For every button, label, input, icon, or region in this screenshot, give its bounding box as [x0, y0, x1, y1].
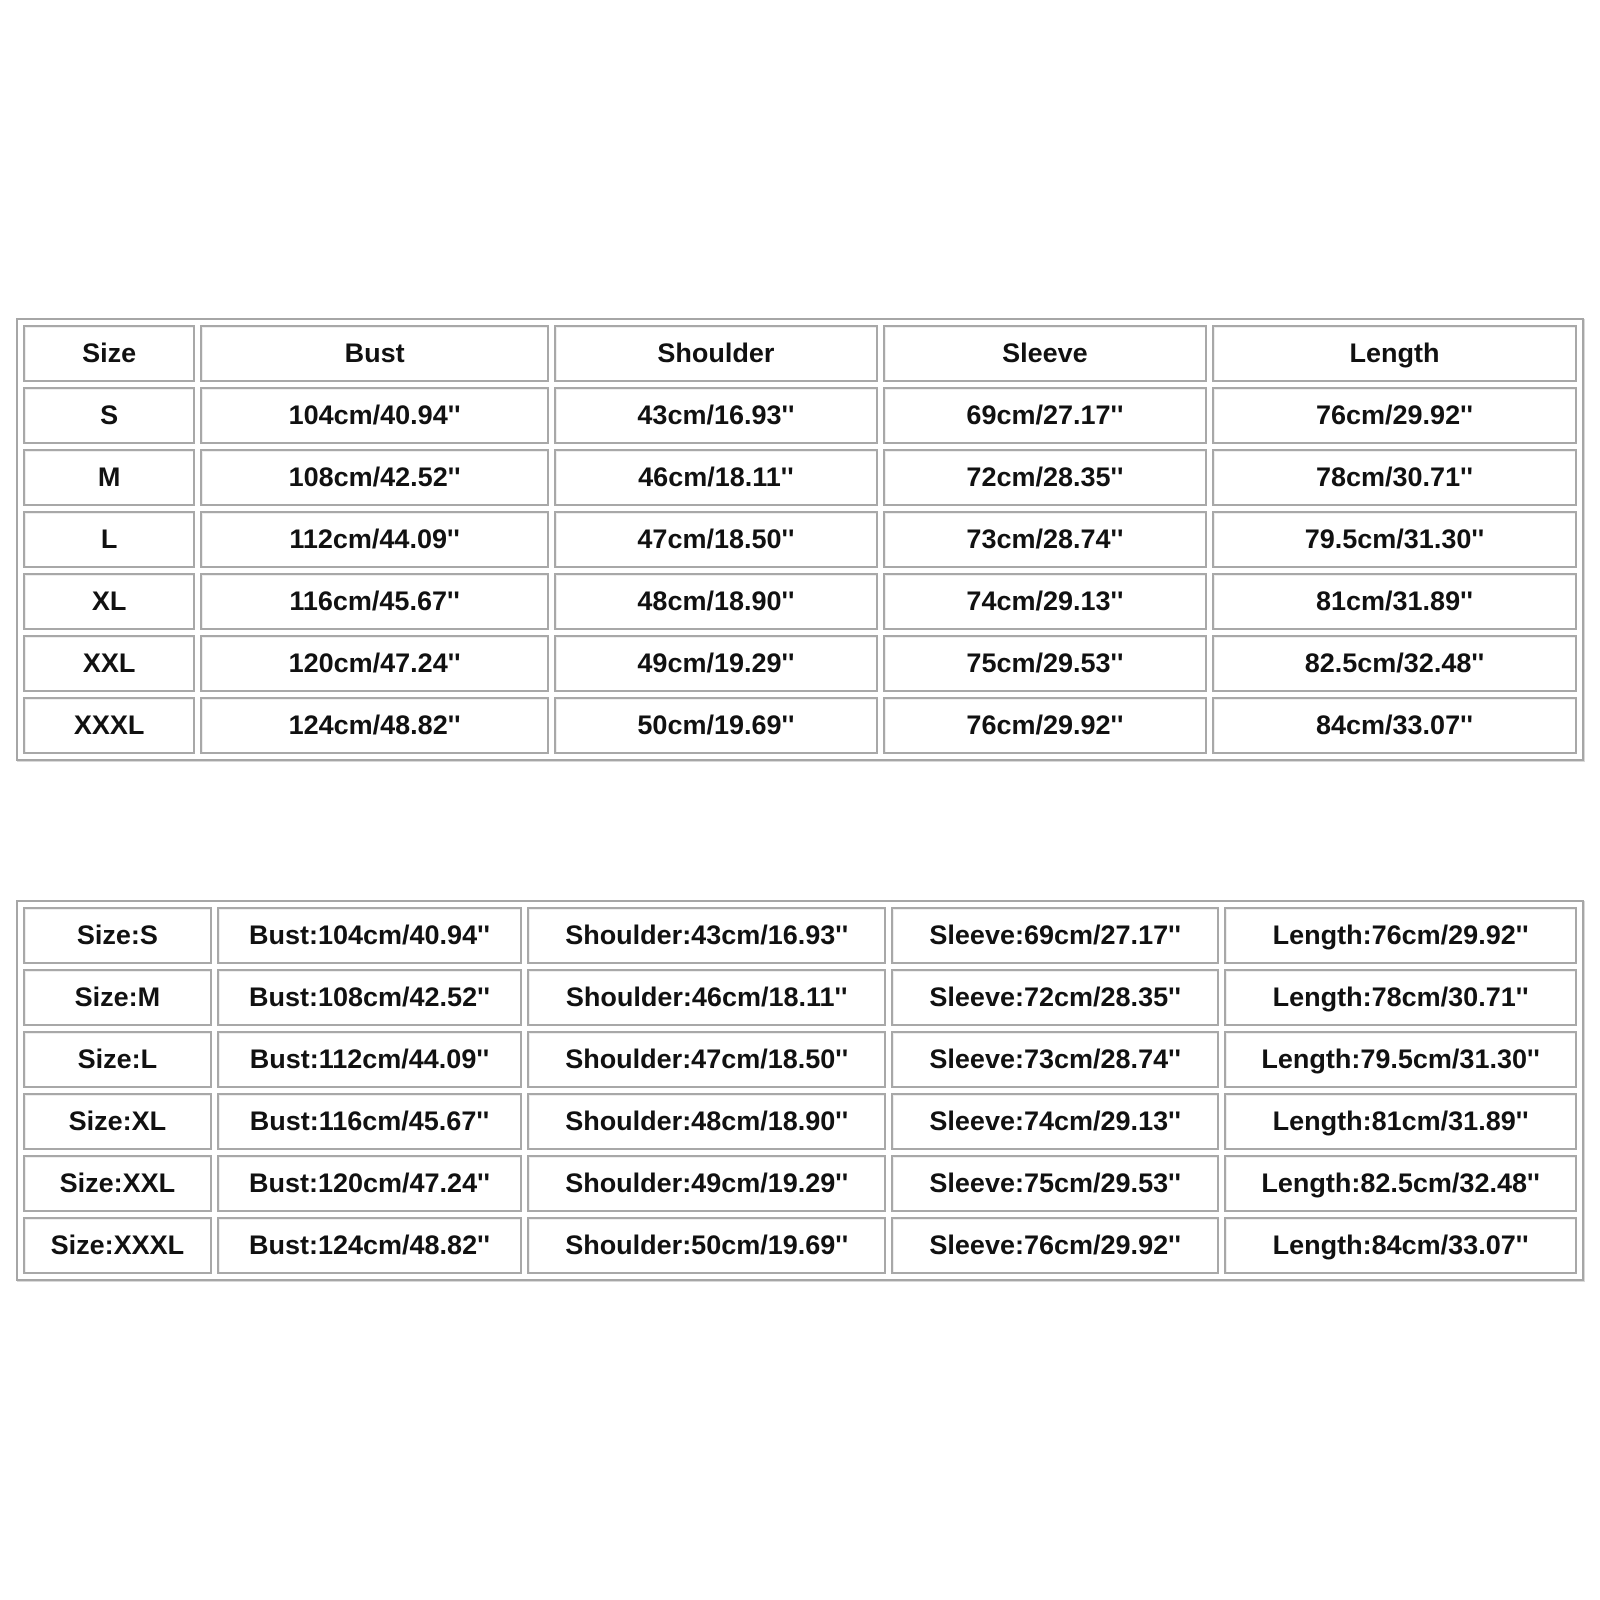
labeled-size-chart-table — [16, 900, 1584, 1281]
shoulder-cell: Shoulder:48cm/18.90'' — [527, 1093, 886, 1150]
header-length: Length — [1212, 325, 1577, 382]
bust-cell: Bust:124cm/48.82'' — [217, 1217, 523, 1274]
table-header-row — [23, 325, 1577, 382]
bust-cell: 108cm/42.52'' — [200, 449, 549, 506]
sleeve-cell: Sleeve:73cm/28.74'' — [891, 1031, 1219, 1088]
table-row — [23, 969, 1577, 1026]
size-cell: XXXL — [23, 697, 195, 754]
size-cell: S — [23, 387, 195, 444]
shoulder-cell: 49cm/19.29'' — [554, 635, 878, 692]
length-cell: 76cm/29.92'' — [1212, 387, 1577, 444]
shoulder-cell: Shoulder:46cm/18.11'' — [527, 969, 886, 1026]
length-cell: 78cm/30.71'' — [1212, 449, 1577, 506]
length-cell: 82.5cm/32.48'' — [1212, 635, 1577, 692]
size-cell: Size:XXXL — [23, 1217, 212, 1274]
bust-cell: Bust:104cm/40.94'' — [217, 907, 523, 964]
header-sleeve: Sleeve — [883, 325, 1207, 382]
size-cell: XXL — [23, 635, 195, 692]
table-row — [23, 387, 1577, 444]
shoulder-cell: 43cm/16.93'' — [554, 387, 878, 444]
bust-cell: Bust:108cm/42.52'' — [217, 969, 523, 1026]
sleeve-cell: 73cm/28.74'' — [883, 511, 1207, 568]
length-cell: Length:79.5cm/31.30'' — [1224, 1031, 1577, 1088]
length-cell: 81cm/31.89'' — [1212, 573, 1577, 630]
sleeve-cell: 74cm/29.13'' — [883, 573, 1207, 630]
shoulder-cell: Shoulder:43cm/16.93'' — [527, 907, 886, 964]
table-row — [23, 907, 1577, 964]
size-cell: L — [23, 511, 195, 568]
table-row — [23, 1031, 1577, 1088]
shoulder-cell: Shoulder:47cm/18.50'' — [527, 1031, 886, 1088]
table-row — [23, 449, 1577, 506]
bust-cell: 124cm/48.82'' — [200, 697, 549, 754]
sleeve-cell: 75cm/29.53'' — [883, 635, 1207, 692]
bust-cell: 116cm/45.67'' — [200, 573, 549, 630]
header-size: Size — [23, 325, 195, 382]
bust-cell: 112cm/44.09'' — [200, 511, 549, 568]
table-row — [23, 511, 1577, 568]
size-cell: Size:S — [23, 907, 212, 964]
table-row — [23, 1093, 1577, 1150]
bust-cell: 120cm/47.24'' — [200, 635, 549, 692]
header-bust: Bust — [200, 325, 549, 382]
shoulder-cell: 48cm/18.90'' — [554, 573, 878, 630]
length-cell: Length:81cm/31.89'' — [1224, 1093, 1577, 1150]
size-cell: Size:XL — [23, 1093, 212, 1150]
size-cell: M — [23, 449, 195, 506]
table-row — [23, 1155, 1577, 1212]
length-cell: Length:76cm/29.92'' — [1224, 907, 1577, 964]
length-cell: Length:82.5cm/32.48'' — [1224, 1155, 1577, 1212]
shoulder-cell: Shoulder:49cm/19.29'' — [527, 1155, 886, 1212]
table-row — [23, 635, 1577, 692]
size-cell: Size:M — [23, 969, 212, 1026]
sleeve-cell: Sleeve:75cm/29.53'' — [891, 1155, 1219, 1212]
shoulder-cell: 46cm/18.11'' — [554, 449, 878, 506]
shoulder-cell: 50cm/19.69'' — [554, 697, 878, 754]
bust-cell: Bust:112cm/44.09'' — [217, 1031, 523, 1088]
shoulder-cell: 47cm/18.50'' — [554, 511, 878, 568]
bust-cell: Bust:120cm/47.24'' — [217, 1155, 523, 1212]
size-cell: XL — [23, 573, 195, 630]
length-cell: Length:84cm/33.07'' — [1224, 1217, 1577, 1274]
sleeve-cell: 76cm/29.92'' — [883, 697, 1207, 754]
shoulder-cell: Shoulder:50cm/19.69'' — [527, 1217, 886, 1274]
size-cell: Size:XXL — [23, 1155, 212, 1212]
size-chart-table — [16, 318, 1584, 761]
table-row — [23, 1217, 1577, 1274]
table-row — [23, 697, 1577, 754]
bust-cell: 104cm/40.94'' — [200, 387, 549, 444]
size-cell: Size:L — [23, 1031, 212, 1088]
sleeve-cell: Sleeve:72cm/28.35'' — [891, 969, 1219, 1026]
sleeve-cell: Sleeve:76cm/29.92'' — [891, 1217, 1219, 1274]
length-cell: 84cm/33.07'' — [1212, 697, 1577, 754]
sleeve-cell: 69cm/27.17'' — [883, 387, 1207, 444]
length-cell: 79.5cm/31.30'' — [1212, 511, 1577, 568]
header-shoulder: Shoulder — [554, 325, 878, 382]
sleeve-cell: 72cm/28.35'' — [883, 449, 1207, 506]
length-cell: Length:78cm/30.71'' — [1224, 969, 1577, 1026]
bust-cell: Bust:116cm/45.67'' — [217, 1093, 523, 1150]
sleeve-cell: Sleeve:69cm/27.17'' — [891, 907, 1219, 964]
table-row — [23, 573, 1577, 630]
sleeve-cell: Sleeve:74cm/29.13'' — [891, 1093, 1219, 1150]
